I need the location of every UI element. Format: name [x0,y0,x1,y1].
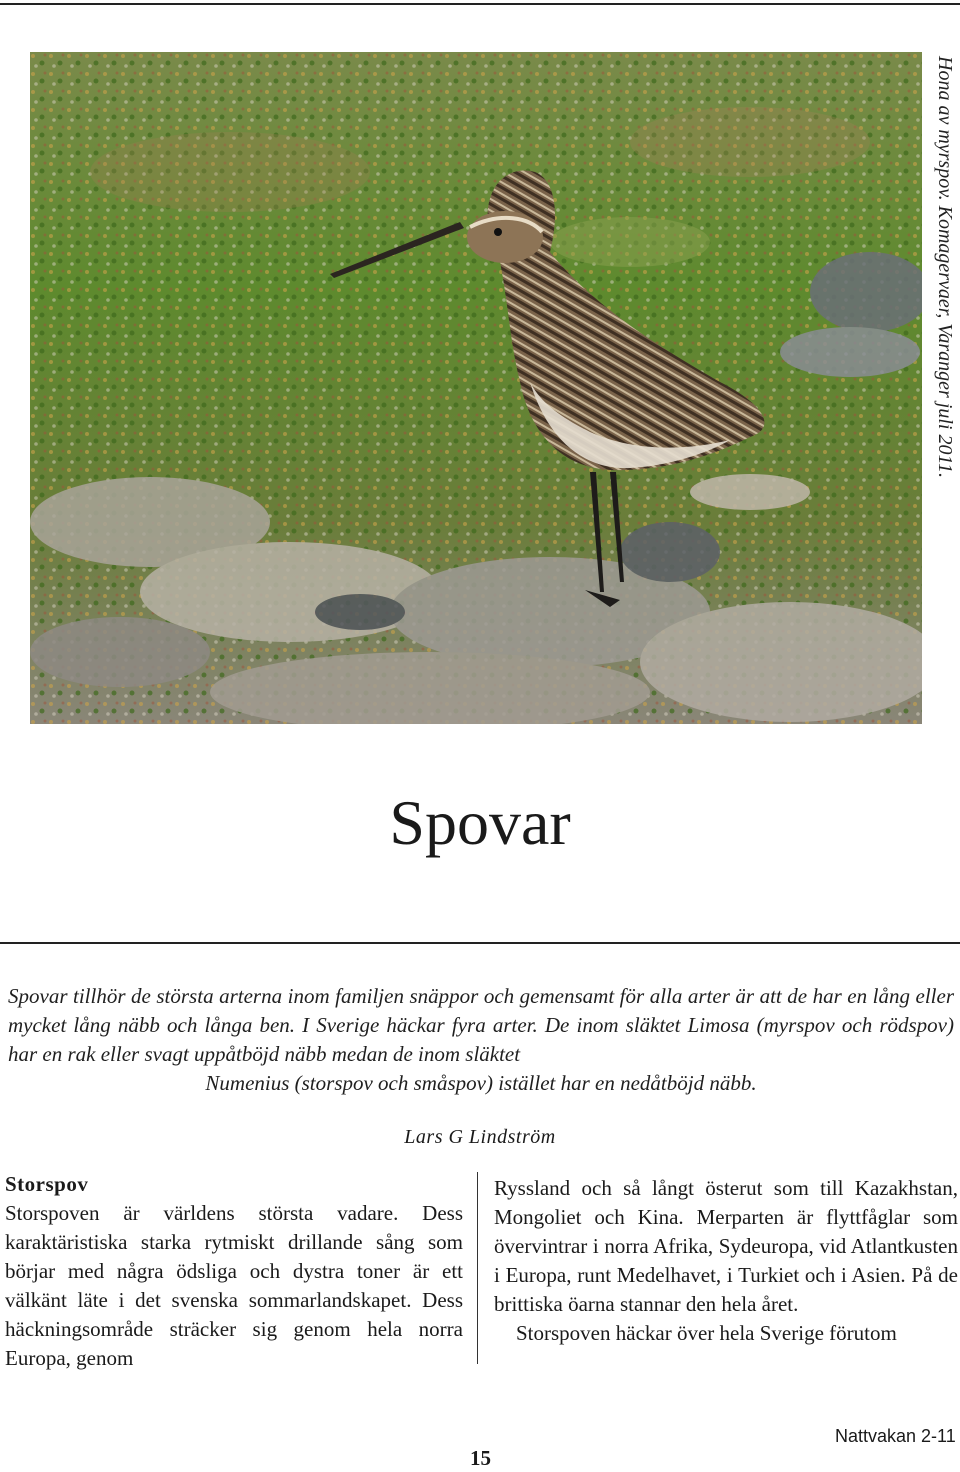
body-text: Ryssland och så långt österut som till Kazakhstan, Mongoliet och Kina. Merparten är flyttfåglar som övervintrar i norra Afrika, Sydeuropa, vid Atlantkusten i Europa, runt Medelhavet, i Turkiet och i Asien. På de brittiska öarna stannar den hela året. [494,1176,958,1316]
section-heading: Storspov [5,1172,89,1196]
text-column-left [5,1170,463,1373]
body-text: Storspoven är världens största vadare. Dess karaktäristiska starka rytmiskt drillande sång som börjar med några ödsliga och dystra toner är ett välkänt läte i det svenska sommarlandskapet. Dess häckningsområde sträcker sig genom hela norra Europa, genom [5,1201,463,1370]
intro-text: Spovar tillhör de största arterna inom familjen snäppor och gemensamt för alla arter är att de har en lång eller mycket lång näbb och långa ben. I Sverige häckar fyra arter. De inom släktet Limosa (myrspov och rödspov) har en rak eller svagt uppåtböjd näbb medan de inom släktet [8,984,954,1066]
page-number: 15 [470,1446,491,1470]
page-title: Spovar [389,787,571,858]
top-rule [0,3,960,5]
body-text-continued: Storspoven häckar över hela Sverige förutom [516,1321,897,1345]
column-rule [477,1172,478,1364]
intro-text-last: Numenius (storspov och småspov) istället har en nedåtböjd näbb. [205,1071,757,1095]
photo-caption: Hona av myrspov. Komagervaer, Varanger juli 2011. [934,56,956,478]
publication-footer: Nattvakan 2-11 [835,1426,956,1446]
author-byline: Lars G Lindström [404,1126,556,1148]
bird-photo [30,52,922,724]
intro-paragraph [8,982,954,1098]
text-column-right [494,1174,958,1348]
title-rule [0,942,960,944]
